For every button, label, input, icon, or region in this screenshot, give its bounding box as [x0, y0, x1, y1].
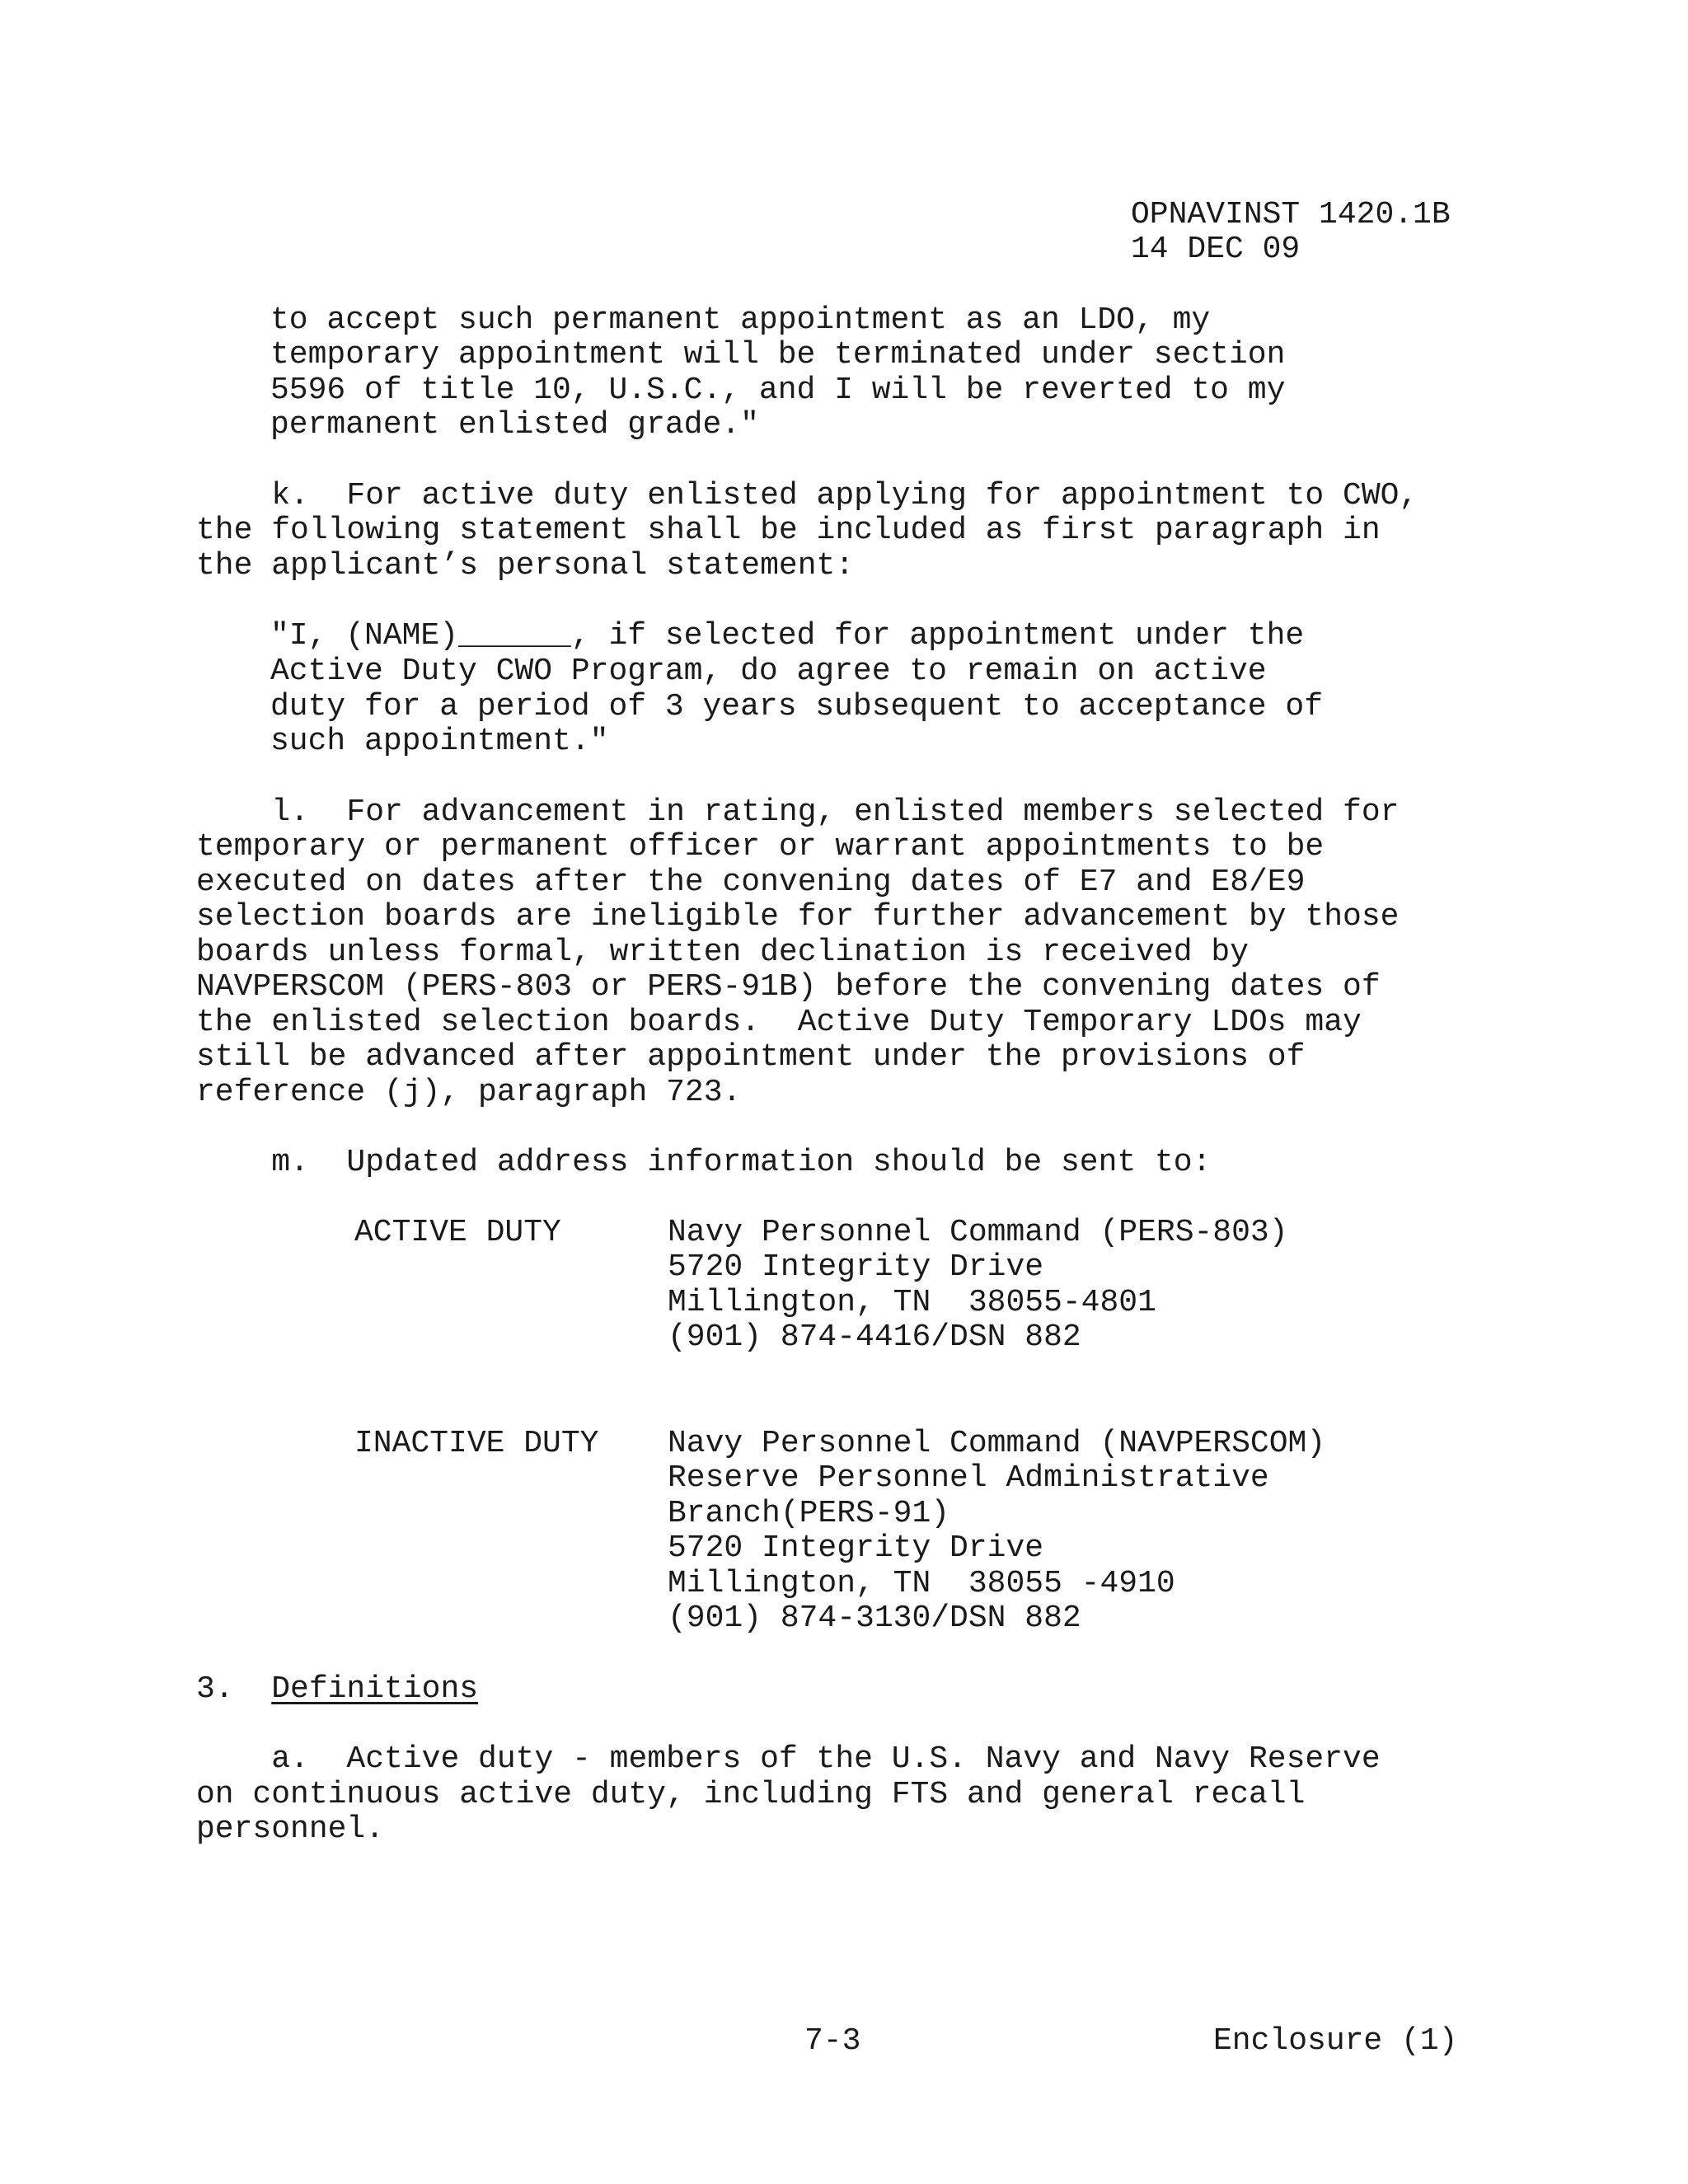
section-3-heading [196, 1671, 478, 1707]
definition-a-line: on continuous active duty, including FTS and general recall [196, 1777, 1306, 1812]
paragraph-k-line: the following statement shall be included as first paragraph in [196, 513, 1381, 548]
paragraph-l-line: still be advanced after appointment under the provisions of [196, 1039, 1306, 1075]
section-number: 3. [196, 1671, 272, 1707]
active-duty-address-line: Millington, TN 38055-4801 [668, 1285, 1156, 1320]
paragraph-l-line: reference (j), paragraph 723. [196, 1075, 742, 1110]
inactive-duty-address-line: Navy Personnel Command (NAVPERSCOM) [668, 1426, 1326, 1461]
inactive-duty-address-line: Millington, TN 38055 -4910 [668, 1566, 1175, 1601]
active-duty-address-line: Navy Personnel Command (PERS-803) [668, 1215, 1288, 1250]
inactive-duty-address-line: Branch(PERS-91) [668, 1496, 950, 1531]
active-duty-address-line: 5720 Integrity Drive [668, 1249, 1044, 1285]
paragraph-m-line: m. Updated address information should be sent to: [196, 1145, 1212, 1180]
paragraph-l-line: temporary or permanent officer or warrant appointments to be [196, 829, 1325, 865]
paragraph-l-line: l. For advancement in rating, enlisted members selected for [196, 794, 1400, 830]
page-number: 7-3 [804, 2023, 861, 2059]
enclosure-label: Enclosure (1) [1213, 2023, 1458, 2059]
paragraph-l-line: executed on dates after the convening dates of E7 and E8/E9 [196, 865, 1306, 900]
active-duty-label: ACTIVE DUTY [354, 1215, 561, 1250]
section-title: Definitions [271, 1671, 479, 1707]
inactive-duty-address-line: Reserve Personnel Administrative [668, 1460, 1269, 1496]
paragraph-k-line: k. For active duty enlisted applying for appointment to CWO, [196, 478, 1418, 513]
inactive-duty-address-line: 5720 Integrity Drive [668, 1530, 1044, 1566]
instruction-number: OPNAVINST 1420.1B [1131, 197, 1451, 232]
paragraph-l-line: selection boards are ineligible for further advancement by those [196, 899, 1400, 935]
definition-a-line: personnel. [196, 1811, 385, 1847]
quote-line: temporary appointment will be terminated under section [270, 337, 1286, 373]
inactive-duty-phone: (901) 874-3130/DSN 882 [668, 1601, 1081, 1636]
quote-line: to accept such permanent appointment as an LDO, my [270, 302, 1211, 338]
cwo-statement-line: such appointment." [270, 724, 609, 759]
document-date: 14 DEC 09 [1131, 232, 1301, 267]
definition-a-line: a. Active duty - members of the U.S. Navy and Navy Reserve [196, 1741, 1381, 1777]
cwo-statement-line: "I, (NAME)______, if selected for appointment under the [270, 618, 1305, 654]
inactive-duty-label: INACTIVE DUTY [354, 1426, 599, 1461]
active-duty-phone: (901) 874-4416/DSN 882 [668, 1319, 1081, 1355]
cwo-statement-line: duty for a period of 3 years subsequent to acceptance of [270, 689, 1324, 724]
paragraph-l-line: boards unless formal, written declination is received by [196, 935, 1250, 970]
paragraph-k-line: the applicant’s personal statement: [196, 548, 855, 583]
paragraph-l-line: the enlisted selection boards. Active Duty Temporary LDOs may [196, 1005, 1362, 1040]
quote-line: 5596 of title 10, U.S.C., and I will be reverted to my [270, 373, 1286, 408]
paragraph-l-line: NAVPERSCOM (PERS-803 or PERS-91B) before the convening dates of [196, 969, 1381, 1005]
quote-line: permanent enlisted grade." [270, 407, 759, 443]
cwo-statement-line: Active Duty CWO Program, do agree to remain on active [270, 654, 1267, 689]
